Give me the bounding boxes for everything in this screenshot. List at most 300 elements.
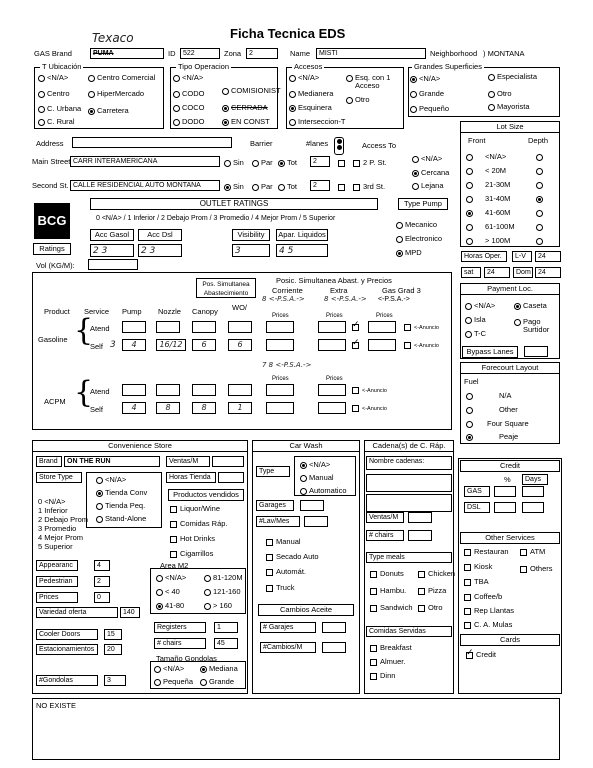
hours-label: Horas Oper.: [461, 251, 507, 262]
checkbox-checked-icon: [352, 324, 359, 331]
grandes-option-otro[interactable]: Otro: [488, 90, 512, 98]
checkbox-icon: [464, 594, 471, 601]
acpm-atend-anuncio[interactable]: <-Anuncio: [352, 386, 387, 395]
ubicacion-option-carretera[interactable]: Carretera: [88, 107, 129, 115]
checkbox-icon: [464, 622, 471, 629]
operacion-option-coco[interactable]: COCO: [173, 104, 205, 112]
outlet-scale: 0 <N/A> / 1 Inferior / 2 Debajo Prom / 3 Promedio / 4 Mejor Prom / 5 Superior: [96, 215, 336, 222]
access-option-lejana[interactable]: Lejana: [412, 182, 444, 190]
radio-icon: [536, 182, 543, 189]
depth-radio-61-100[interactable]: [536, 223, 545, 231]
carwash-option-na[interactable]: <N/A>: [300, 461, 330, 469]
id-field[interactable]: 522: [180, 48, 220, 59]
registers-label: Registers: [154, 622, 206, 633]
variedad-field[interactable]: 140: [120, 607, 140, 618]
depth-radio-21-30[interactable]: [536, 181, 545, 189]
lot-row-61-100: 61-100M: [466, 223, 515, 231]
carwash-check-manual[interactable]: Manual: [266, 538, 301, 546]
depth-radio-31-40[interactable]: [536, 195, 545, 203]
main-2p-st[interactable]: 2 P. St.: [353, 159, 387, 167]
acpm-self-nozzle[interactable]: 8: [156, 402, 180, 414]
radio-selected-icon: [289, 105, 296, 112]
ubicacion-option-centro-comercial[interactable]: Centro Comercial: [88, 74, 155, 82]
notes-box[interactable]: [32, 698, 560, 760]
service-rep-llantas[interactable]: Rep Llantas: [464, 607, 514, 615]
estac-label: Estacionamientos: [36, 644, 98, 655]
main-street-field[interactable]: CARR INTERAMERICANA: [70, 156, 220, 167]
service-ca-mulas[interactable]: C. A. Mulas: [464, 621, 512, 629]
credit-title: Credit: [460, 460, 560, 472]
accesos-option-medianera[interactable]: Medianera: [289, 90, 333, 98]
radio-icon: [156, 589, 163, 596]
radio-icon: [466, 407, 473, 414]
radio-selected-icon: [88, 108, 95, 115]
producto-cigarrillos[interactable]: Cigarrillos: [170, 550, 213, 558]
radio-icon: [412, 156, 419, 163]
payment-option-na[interactable]: <N/A>: [465, 302, 495, 310]
accesos-option-interseccion[interactable]: Interseccion-T: [289, 118, 346, 126]
service-others[interactable]: Others: [520, 565, 553, 573]
store-option-tienda-peq[interactable]: Tienda Peq.: [96, 502, 145, 510]
pump-option-mecanico[interactable]: Mecanico: [396, 221, 437, 229]
ubicacion-option-na[interactable]: <N/A>: [38, 74, 68, 82]
acpm-atend-nozzle[interactable]: [156, 384, 180, 396]
grandes-option-especialista[interactable]: Especialista: [488, 73, 537, 81]
forecourt-option-other[interactable]: Other: [466, 406, 518, 414]
lav-mes-field[interactable]: [304, 516, 328, 527]
radio-selected-icon: [222, 119, 229, 126]
credit-gas-days[interactable]: [522, 486, 544, 497]
radio-icon: [154, 679, 161, 686]
depth-radio-na[interactable]: [536, 153, 545, 161]
radio-selected-icon: [278, 160, 285, 167]
radio-icon: [154, 666, 161, 673]
forecourt-option-na[interactable]: N/A: [466, 392, 512, 400]
store-option-stand-alone[interactable]: Stand-Alone: [96, 515, 146, 523]
prices-label-3: Prices: [376, 313, 393, 319]
type-meals-label: Type meals: [366, 552, 452, 563]
radio-icon: [38, 106, 45, 113]
bypass-field[interactable]: [524, 346, 548, 357]
gas-self-check-1[interactable]: [352, 341, 362, 349]
carwash-check-secado[interactable]: Secado Auto: [266, 553, 319, 561]
carwash-check-truck[interactable]: Truck: [266, 584, 294, 592]
nombre-cadenas-field-1[interactable]: [366, 474, 452, 492]
radio-icon: [289, 91, 296, 98]
service-atm[interactable]: ATM: [520, 548, 545, 556]
credit-pct-label: %: [504, 475, 511, 484]
radio-icon: [300, 475, 307, 482]
main-street-label: Main Street: [32, 157, 71, 166]
pos-simul-label: Pos. Simultanea Abastecimiento: [196, 278, 256, 298]
grandes-option-grande[interactable]: Grande: [410, 90, 444, 98]
producto-liquor[interactable]: Liquor/Wine: [170, 505, 220, 513]
gas-atend-canopy[interactable]: [192, 321, 216, 333]
second-3rd-st[interactable]: 3rd St.: [353, 183, 385, 191]
gas-self-wo[interactable]: 6: [228, 339, 252, 351]
registers-field[interactable]: 1: [214, 622, 238, 633]
radio-icon: [200, 679, 207, 686]
area-option-121-160[interactable]: 121-160: [204, 588, 241, 596]
service-coffee[interactable]: Coffee/b: [464, 593, 502, 601]
pump-option-mpd[interactable]: MPD: [396, 249, 422, 257]
checkbox-icon: [266, 585, 273, 592]
ubicacion-option-centro[interactable]: Centro: [38, 90, 70, 98]
grandes-option-pequeno[interactable]: Pequeño: [410, 105, 449, 113]
main-barrier-tot[interactable]: Tot: [278, 159, 297, 167]
meal-hambu[interactable]: Hambu.: [370, 587, 406, 595]
acpm-self-pump[interactable]: 4: [122, 402, 146, 414]
cambios-label: #Cambios/M: [260, 642, 316, 653]
checkbox-icon: [404, 324, 411, 331]
zona-field[interactable]: 2: [246, 48, 278, 59]
area-option-40[interactable]: < 40: [156, 588, 180, 596]
front-radio-icon[interactable]: [466, 238, 473, 245]
meal-donuts[interactable]: Donuts: [370, 570, 404, 578]
gondola-option-pequena[interactable]: Pequeña: [154, 678, 193, 686]
bypass-label: Bypass Lanes: [462, 346, 518, 358]
gas-atend-nozzle[interactable]: [156, 321, 180, 333]
accesos-option-esquinera[interactable]: Esquinera: [289, 104, 332, 112]
front-radio-icon[interactable]: [466, 196, 473, 203]
store-option-na[interactable]: <N/A>: [96, 476, 126, 484]
access-option-cercana[interactable]: Cercana: [412, 169, 449, 177]
product-header: Product: [44, 307, 70, 316]
dom-field[interactable]: 24: [535, 267, 561, 278]
gas-atend-anuncio[interactable]: <-Anuncio: [404, 323, 439, 332]
checkbox-icon: [353, 184, 360, 191]
radio-selected-icon: [156, 603, 163, 610]
sat-label: sat: [461, 267, 481, 278]
sat-field[interactable]: 24: [484, 267, 510, 278]
dom-label: Dom: [513, 267, 533, 278]
radio-icon: [536, 154, 543, 161]
radio-icon: [252, 184, 259, 191]
carwash-option-automatico[interactable]: Automatico: [300, 487, 347, 495]
nombre-cadenas-field-2[interactable]: [366, 494, 452, 512]
second-barrier-par[interactable]: Par: [252, 183, 273, 191]
radio-icon: [173, 75, 180, 82]
credit-dsl-days[interactable]: [522, 502, 544, 513]
store-option-tienda-conv[interactable]: Tienda Conv: [96, 489, 147, 497]
acpm-self-wo[interactable]: 1: [228, 402, 252, 414]
main-barrier-par[interactable]: Par: [252, 159, 273, 167]
gas-atend-pump[interactable]: [122, 321, 146, 333]
second-extra-checkbox[interactable]: [338, 183, 348, 191]
main-extra-checkbox[interactable]: [338, 159, 348, 167]
front-radio-icon[interactable]: [466, 182, 473, 189]
acpm-atend-price-1[interactable]: [266, 384, 294, 396]
radio-selected-icon: [466, 434, 473, 441]
forecourt-option-four-square[interactable]: Four Square: [466, 420, 529, 428]
operacion-option-comisionist[interactable]: COMISIONIST: [222, 87, 281, 95]
address-label: Address: [36, 139, 64, 148]
gondola-option-grande[interactable]: Grande: [200, 678, 234, 686]
main-barrier-sin[interactable]: Sin: [224, 159, 244, 167]
payment-option-tc[interactable]: T-C: [465, 330, 486, 338]
front-radio-icon[interactable]: [466, 224, 473, 231]
depth-radio-41-60[interactable]: [536, 209, 545, 217]
radio-icon: [536, 238, 543, 245]
radio-icon: [346, 97, 353, 104]
gas-self-canopy[interactable]: 6: [192, 339, 216, 351]
gas-self-price-corr[interactable]: [266, 339, 294, 351]
apar-liquidos-label: Apar. Liquidos: [276, 229, 328, 241]
acpm-atend-label: Atend: [90, 387, 110, 396]
radio-selected-icon: [396, 250, 403, 257]
radio-icon: [204, 589, 211, 596]
checkbox-icon: [370, 605, 377, 612]
nozzle-header: Nozzle: [158, 307, 181, 316]
ubicacion-option-c-urbana[interactable]: C. Urbana: [38, 105, 81, 113]
lot-row-41-60: 41-60M: [466, 209, 510, 217]
carwash-option-manual[interactable]: Manual: [300, 474, 334, 482]
cadena-ventas-label: Ventas/M: [366, 512, 404, 523]
service-tba[interactable]: TBA: [464, 578, 489, 586]
payment-option-caseta[interactable]: Caseta: [514, 302, 547, 310]
radio-icon: [410, 91, 417, 98]
checkbox-icon: [418, 571, 425, 578]
cambios-field[interactable]: [322, 642, 346, 653]
carwash-title: Car Wash: [252, 440, 360, 452]
acpm-atend-pump[interactable]: [122, 384, 146, 396]
lanes-label: #lanes: [306, 139, 329, 148]
radio-selected-icon: [96, 490, 103, 497]
operacion-option-na[interactable]: <N/A>: [173, 74, 203, 82]
main-lanes-field[interactable]: 2: [310, 156, 330, 167]
radio-icon: [204, 575, 211, 582]
second-barrier-sin[interactable]: Sin: [224, 183, 244, 191]
rating-visibility-field[interactable]: 3: [232, 244, 270, 257]
accesos-option-esq[interactable]: Esq. con 1 Acceso: [346, 74, 395, 89]
radio-icon: [38, 91, 45, 98]
operacion-option-en-const[interactable]: EN CONST: [222, 118, 270, 126]
front-radio-icon[interactable]: [466, 168, 473, 175]
acpm-atend-price-2[interactable]: [318, 384, 346, 396]
acpm-atend-wo[interactable]: [228, 384, 252, 396]
producto-comidas[interactable]: Comidas Ráp.: [170, 520, 228, 528]
estac-field[interactable]: 20: [104, 644, 122, 655]
gasoline-self-service-value: 3: [110, 340, 116, 350]
acpm-self-anuncio[interactable]: <-Anuncio: [352, 404, 387, 413]
meal-chicken[interactable]: Chicken: [418, 570, 455, 578]
front-radio-icon[interactable]: [466, 154, 473, 161]
radio-icon: [204, 603, 211, 610]
depth-label: Depth: [528, 136, 549, 145]
forecourt-option-peaje[interactable]: Peaje: [466, 433, 518, 441]
radio-icon: [224, 160, 231, 167]
gas-psa-grad3: <-P.S.A.->: [378, 296, 410, 303]
checkbox-icon: [266, 569, 273, 576]
checkbox-icon: [170, 536, 177, 543]
gas-self-price-extra[interactable]: [318, 339, 346, 351]
lot-row-na: <N/A>: [466, 153, 506, 161]
prices-field[interactable]: 0: [94, 592, 110, 603]
garajes-label: # Garajes: [260, 622, 316, 633]
meal-pizza[interactable]: Pizza: [418, 587, 446, 595]
area-option-41-80[interactable]: 41-80: [156, 602, 184, 610]
garages-field[interactable]: [300, 500, 324, 511]
acpm-self-label: Self: [90, 405, 103, 414]
posic-label: Posic. Simultanea Abast. y Precios: [276, 276, 392, 285]
brand-field[interactable]: ON THE RUN: [64, 456, 160, 467]
type-pump-title: Type Pump: [398, 198, 448, 210]
service-kiosk[interactable]: Kiosk: [464, 563, 492, 571]
lot-row-100: > 100M: [466, 237, 510, 245]
gondola-option-na[interactable]: <N/A>: [154, 665, 184, 673]
access-to-label: Access To: [362, 141, 397, 150]
gondola-option-mediana[interactable]: Mediana: [200, 665, 238, 673]
radio-icon: [173, 119, 180, 126]
meal-otro[interactable]: Otro: [418, 604, 443, 612]
radio-icon: [289, 75, 296, 82]
area-option-na[interactable]: <N/A>: [156, 574, 186, 582]
carwash-check-automat[interactable]: Automát.: [266, 568, 306, 576]
area-option-81-120[interactable]: 81-120M: [204, 574, 243, 582]
acc-gasol-label: Acc Gasol: [90, 229, 134, 241]
cadena-ventas-field[interactable]: [408, 512, 432, 523]
gas-atend-price-grad3[interactable]: [368, 321, 396, 333]
producto-hot-drinks[interactable]: Hot Drinks: [170, 535, 215, 543]
comida-breakfast[interactable]: Breakfast: [370, 644, 412, 652]
lv-field[interactable]: 24: [535, 251, 561, 262]
convenience-scale: 0 <N/A> 1 Inferior 2 Debajo Prom 3 Promedio 4 Mejor Prom 5 Superior: [38, 497, 89, 551]
gas-psa-extra: 8 <-P.S.A.->: [324, 295, 367, 303]
front-label: Front: [468, 136, 486, 145]
meal-sandwich[interactable]: Sandwich: [370, 604, 413, 612]
pedestrian-field[interactable]: 2: [94, 576, 110, 587]
area-option-160[interactable]: > 160: [204, 602, 232, 610]
credit-gas-pct[interactable]: [494, 486, 516, 497]
checkbox-icon: [464, 549, 471, 556]
corriente-label: Corriente: [272, 286, 303, 295]
bcg-logo: BCG: [34, 203, 70, 239]
comida-almuer[interactable]: Almuer.: [370, 658, 405, 666]
second-lanes-field[interactable]: 2: [310, 180, 330, 191]
cadena-chairs-field[interactable]: [408, 530, 432, 541]
gas-self-nozzle[interactable]: 16/12: [156, 339, 186, 351]
name-field[interactable]: MISTI: [316, 48, 426, 59]
gas-self-anuncio[interactable]: <-Anuncio: [404, 341, 439, 350]
radio-selected-icon: [410, 76, 417, 83]
acpm-self-price-2[interactable]: [318, 402, 346, 414]
radio-selected-icon: [412, 170, 419, 177]
rating-apar-field[interactable]: 4 5: [276, 244, 328, 257]
grandes-option-na[interactable]: <N/A>: [410, 75, 440, 83]
credit-dsl-pct[interactable]: [494, 502, 516, 513]
checkbox-icon: [338, 160, 345, 167]
forecourt-title: Forecourt Layout: [460, 362, 560, 374]
second-barrier-tot[interactable]: Tot: [278, 183, 297, 191]
appearance-field[interactable]: 4: [94, 560, 110, 571]
checkbox-icon: [464, 608, 471, 615]
radio-icon: [465, 331, 472, 338]
gas-atend-wo[interactable]: [228, 321, 252, 333]
radio-selected-icon: [514, 303, 521, 310]
rating-acc-gasol-field[interactable]: 2 3: [90, 244, 134, 257]
acpm-atend-canopy[interactable]: [192, 384, 216, 396]
radio-icon: [252, 160, 259, 167]
acpm-prices-label-1: Prices: [272, 376, 289, 382]
radio-icon: [96, 477, 103, 484]
ubicacion-option-hipermercado[interactable]: HiperMercado: [88, 90, 144, 98]
gas-brand-field[interactable]: PUMA: [90, 48, 164, 59]
ubicacion-title: T Ubicación: [42, 62, 82, 71]
gondolas-field[interactable]: 3: [104, 675, 126, 686]
address-field[interactable]: [72, 137, 232, 148]
accesos-title: Accesos: [294, 62, 323, 71]
lav-mes-label: #Lav/Mes: [256, 516, 300, 527]
ubicacion-option-c-rural[interactable]: C. Rural: [38, 118, 75, 126]
gasoline-self-label: Self: [90, 342, 103, 351]
other-services-title: Other Services: [460, 532, 560, 544]
garages-label: Garages: [256, 500, 294, 511]
appearance-label: Appearanc: [36, 560, 78, 571]
gas-self-pump[interactable]: 4: [122, 339, 146, 351]
operacion-option-codo[interactable]: CODO: [173, 90, 205, 98]
acpm-self-price-1[interactable]: [266, 402, 294, 414]
radio-icon: [278, 184, 285, 191]
acpm-self-canopy[interactable]: 8: [192, 402, 216, 414]
acc-dsl-label: Acc Dsl: [138, 229, 182, 241]
service-restauran[interactable]: Restauran: [464, 548, 509, 556]
gas-atend-price-corr[interactable]: [266, 321, 294, 333]
pump-option-electronico[interactable]: Electronico: [396, 235, 442, 243]
radio-icon: [38, 119, 45, 126]
accesos-option-na[interactable]: <N/A>: [289, 74, 319, 82]
gas-self-price-grad3[interactable]: [368, 339, 396, 351]
front-radio-selected-icon[interactable]: [466, 210, 473, 217]
checkbox-icon: [170, 521, 177, 528]
operacion-option-cerrada[interactable]: CERRADA: [222, 104, 268, 112]
payment-option-pago-surtidor[interactable]: Pago Surtidor: [514, 318, 557, 333]
second-street-field[interactable]: CALLE RESIDENCIAL AUTO MONTANA: [70, 180, 220, 191]
operacion-option-dodo[interactable]: DODO: [173, 118, 205, 126]
vol-field[interactable]: [88, 259, 138, 270]
accesos-option-otro[interactable]: Otro: [346, 96, 370, 104]
gas-atend-price-extra[interactable]: [318, 321, 346, 333]
depth-radio-20[interactable]: [536, 167, 545, 175]
chairs-field[interactable]: 45: [214, 638, 238, 649]
horas-tienda-field[interactable]: [218, 472, 244, 483]
radio-icon: [156, 575, 163, 582]
fuel-label: Fuel: [464, 377, 479, 386]
radio-selected-icon: [222, 105, 229, 112]
grandes-option-mayorista[interactable]: Mayorista: [488, 103, 530, 111]
access-option-na[interactable]: <N/A>: [412, 155, 442, 163]
checkbox-icon: [370, 659, 377, 666]
gas-atend-check-1[interactable]: [352, 323, 362, 331]
ventas-field[interactable]: [212, 456, 244, 467]
id-label: ID: [168, 49, 176, 58]
depth-radio-100[interactable]: [536, 237, 545, 245]
radio-icon: [536, 168, 543, 175]
card-credit[interactable]: ✓Credit: [466, 651, 496, 659]
gondolas-size-label: Tamaño Gondolas: [156, 654, 217, 663]
payment-option-isla[interactable]: Isla: [465, 316, 486, 324]
checkbox-icon: [370, 673, 377, 680]
checkbox-icon: [520, 549, 527, 556]
checkbox-icon: [352, 405, 359, 412]
cooler-field[interactable]: 15: [104, 629, 122, 640]
radio-icon: [536, 224, 543, 231]
cadena-title: Cadena(s) de C. Ráp.: [364, 440, 454, 452]
garajes-field[interactable]: [322, 622, 346, 633]
rating-acc-dsl-field[interactable]: 2 3: [138, 244, 182, 257]
comida-dinn[interactable]: Dinn: [370, 672, 395, 680]
convenience-title: Convenience Store: [32, 440, 248, 452]
outlet-ratings-title: OUTLET RATINGS: [90, 198, 378, 210]
